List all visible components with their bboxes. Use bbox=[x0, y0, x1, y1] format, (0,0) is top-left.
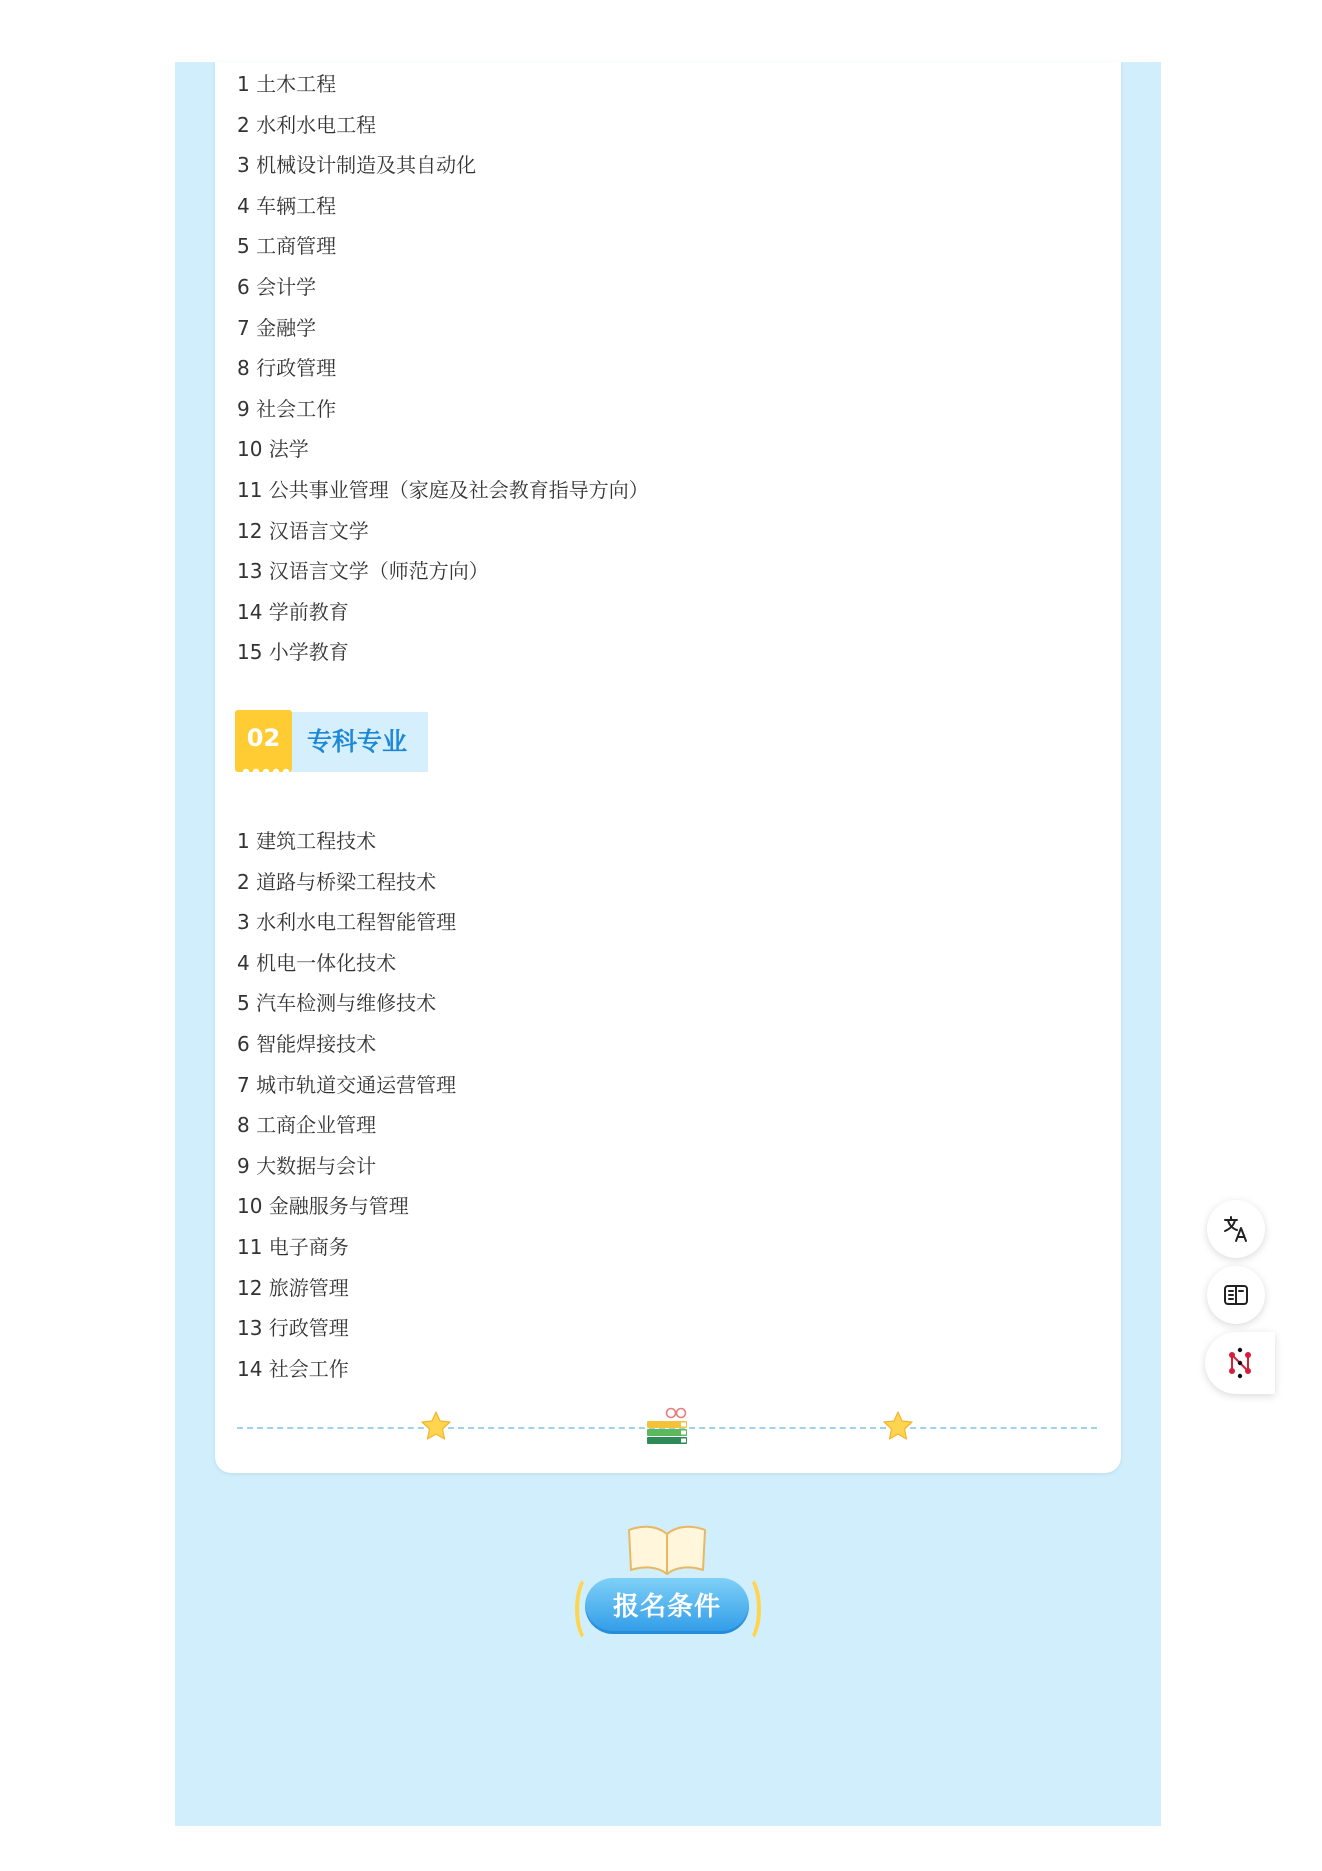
list-item: 5 工商管理 bbox=[237, 234, 337, 259]
list-item: 8 行政管理 bbox=[237, 356, 337, 381]
star-icon bbox=[882, 1410, 914, 1442]
undergrad-major-list bbox=[237, 64, 649, 665]
tag-dots bbox=[241, 768, 291, 776]
list-item: 12 旅游管理 bbox=[237, 1275, 349, 1300]
list-item: 7 金融学 bbox=[237, 315, 317, 340]
reader-mode-icon bbox=[1221, 1280, 1251, 1310]
list-item: 11 公共事业管理（家庭及社会教育指导方向） bbox=[237, 477, 649, 502]
open-book-icon bbox=[625, 1522, 709, 1576]
list-item: 7 城市轨道交通运营管理 bbox=[237, 1072, 457, 1097]
section-title: 专科专业 bbox=[307, 727, 408, 756]
list-item: 1 建筑工程技术 bbox=[237, 829, 377, 853]
translate-icon bbox=[1221, 1214, 1251, 1244]
list-item: 10 法学 bbox=[237, 437, 309, 462]
list-item: 13 行政管理 bbox=[237, 1316, 349, 1341]
star-icon bbox=[420, 1410, 452, 1442]
list-item: 4 车辆工程 bbox=[237, 193, 337, 218]
list-item: 2 水利水电工程 bbox=[237, 112, 377, 137]
list-item: 14 社会工作 bbox=[237, 1356, 349, 1381]
ai-assistant-button[interactable] bbox=[1205, 1332, 1275, 1394]
list-item: 4 机电一体化技术 bbox=[237, 950, 397, 975]
reader-mode-button[interactable] bbox=[1207, 1266, 1265, 1324]
list-item: 10 金融服务与管理 bbox=[237, 1194, 409, 1219]
graph-ai-icon bbox=[1223, 1346, 1257, 1380]
list-item: 15 小学教育 bbox=[237, 640, 349, 665]
list-item: 13 汉语言文学（师范方向） bbox=[237, 559, 489, 584]
list-item: 1 土木工程 bbox=[237, 72, 337, 96]
list-item: 9 大数据与会计 bbox=[237, 1153, 377, 1178]
list-item: 6 会计学 bbox=[237, 274, 317, 299]
list-item: 9 社会工作 bbox=[237, 396, 337, 421]
list-item: 14 学前教育 bbox=[237, 599, 349, 624]
list-item: 2 道路与桥梁工程技术 bbox=[237, 869, 437, 894]
college-major-list bbox=[237, 821, 457, 1381]
translate-button[interactable] bbox=[1207, 1200, 1265, 1258]
registration-conditions-button[interactable]: 报名条件 bbox=[585, 1578, 749, 1634]
list-item: 6 智能焊接技术 bbox=[237, 1031, 377, 1056]
list-item: 3 水利水电工程智能管理 bbox=[237, 910, 457, 935]
list-item: 5 汽车检测与维修技术 bbox=[237, 991, 437, 1016]
list-item: 12 汉语言文学 bbox=[237, 518, 369, 543]
section-number: 02 bbox=[246, 724, 281, 752]
books-icon bbox=[643, 1407, 693, 1451]
list-item: 3 机械设计制造及其自动化 bbox=[237, 153, 477, 178]
registration-conditions-header bbox=[575, 1522, 761, 1638]
section-heading bbox=[235, 712, 428, 772]
list-item: 11 电子商务 bbox=[237, 1234, 349, 1259]
list-item: 8 工商企业管理 bbox=[237, 1113, 377, 1138]
